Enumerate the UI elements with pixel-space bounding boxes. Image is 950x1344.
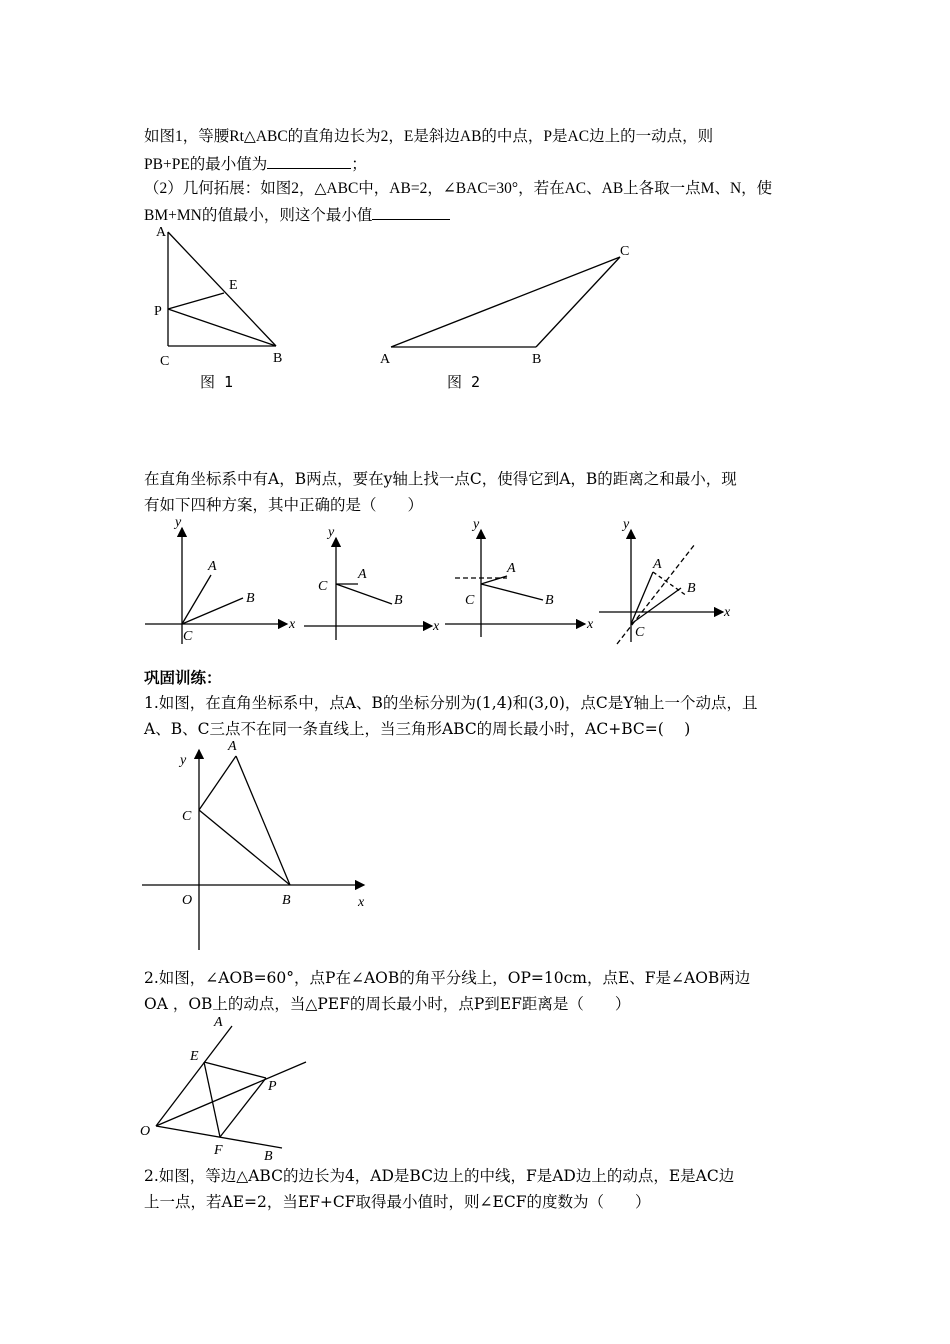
opt2-label-c: C [318,579,328,594]
fig1-segment-pb [168,309,276,346]
answer-blank-2 [372,202,450,220]
problem1-line2 [144,151,824,177]
q2-ray-oa [156,1026,232,1126]
opt3-label-a: A [507,561,516,576]
opt4-label-x: x [724,605,731,620]
problem1-line2-text: PB+PE的最小值为 [144,156,268,173]
section-title: 巩固训练： [144,668,222,687]
option-graph-3 [445,512,605,637]
question1-line1: 1.如图，在直角坐标系中，点A、B的坐标分别为(1,4)和(3,0)，点C是Y轴上一个动点，且 [144,694,758,712]
q1-segment-ab [236,756,290,885]
opt1-segment-ca [182,575,211,624]
question2-line2: OA ，OB上的动点，当△PEF的周长最小时，点P到EF距离是（ ） [144,995,631,1013]
opt2-label-a: A [358,567,367,582]
fig2-caption: 图 2 [447,373,481,391]
problem2-line1: 在直角坐标系中有A，B两点，要在y轴上找一点C，使得它到A，B的距离之和最小，现 [144,470,737,488]
opt4-dashed-segment [653,572,687,596]
q2-segment-ep [204,1062,266,1078]
opt3-label-c: C [465,593,475,608]
opt2-label-x: x [433,619,440,634]
opt3-segment-ca [481,576,507,584]
opt3-label-x: x [587,617,594,632]
q2-label-o: O [140,1124,151,1139]
figure-1 [140,220,310,395]
q1-segment-cb [199,810,290,885]
question2-line1: 2.如图，∠AOB=60°，点P在∠AOB的角平分线上，OP=10cm，点E、F是∠AOB两边 [144,969,751,987]
opt3-label-b: B [545,593,554,608]
opt1-segment-cb [182,598,243,624]
fig1-caption: 图 1 [200,373,234,391]
figure-2 [370,235,650,395]
opt1-label-y: y [175,515,182,530]
problem1-line1: 如图1，等腰Rt△ABC的直角边长为2，E是斜边AB的中点，P是AC边上的一动点，则 [144,128,714,145]
fig1-label-c: C [160,354,170,369]
q1-segment-ca [199,756,236,810]
opt4-label-y: y [623,517,630,532]
question2-graph [140,1012,320,1162]
problem2-line2: 有如下四种方案，其中正确的是（ ） [144,496,424,514]
fig1-label-p: P [154,304,162,319]
q1-label-b: B [282,893,291,908]
opt2-label-y: y [328,525,335,540]
opt2-segment-cb [336,584,392,604]
question3-line2: 上一点，若AE=2，当EF+CF取得最小值时，则∠ECF的度数为（ ） [144,1193,651,1211]
q2-label-a: A [214,1015,223,1030]
q2-label-b: B [264,1149,273,1164]
q1-label-y: y [180,753,187,768]
option-graph-2 [300,520,450,640]
fig1-label-b: B [273,351,283,366]
problem1-line3: （2）几何拓展：如图2，△ABC中，AB=2，∠BAC=30°，若在AC、AB上各取一点M、N，使 [144,180,773,197]
fig2-side-ac [391,257,620,347]
q2-label-e: E [190,1049,199,1064]
q1-label-o: O [182,893,193,908]
q2-bisector [156,1062,306,1126]
opt3-label-y: y [473,517,480,532]
question3-line1: 2.如图，等边△ABC的边长为4，AD是BC边上的中线，F是AD边上的动点，E是AC边 [144,1167,735,1185]
opt1-label-b: B [246,591,255,606]
fig2-label-b: B [532,352,542,367]
question1-graph [142,738,382,953]
fig2-label-c: C [620,244,630,259]
opt4-label-c: C [635,625,645,640]
option-graph-1 [145,512,305,647]
fig2-side-bc [536,257,620,347]
option-graph-4 [595,512,745,647]
opt4-label-b: B [687,581,696,596]
opt1-label-x: x [289,617,296,632]
opt3-segment-cb [481,584,543,600]
q1-label-x: x [358,895,365,910]
opt1-label-c: C [183,629,193,644]
q1-label-c: C [182,809,192,824]
opt2-label-b: B [394,593,403,608]
q2-label-p: P [268,1079,277,1094]
q1-label-a: A [228,739,237,754]
fig1-side-ab [168,232,276,346]
q2-segment-fp [220,1078,266,1137]
question1-line2: A、B、C三点不在同一条直线上，当三角形ABC的周长最小时，AC+BC=( ) [144,720,691,738]
opt1-label-a: A [208,559,217,574]
fig2-label-a: A [380,352,391,367]
fig1-segment-pe [168,293,224,309]
problem1-line2-end: ； [351,156,367,173]
answer-blank-1 [267,151,351,169]
fig1-label-e: E [229,278,238,293]
problem1-line4-text: BM+MN的值最小，则这个最小值 [144,207,373,224]
fig1-label-a: A [156,225,167,240]
q2-label-f: F [214,1143,223,1158]
opt4-label-a: A [653,557,662,572]
